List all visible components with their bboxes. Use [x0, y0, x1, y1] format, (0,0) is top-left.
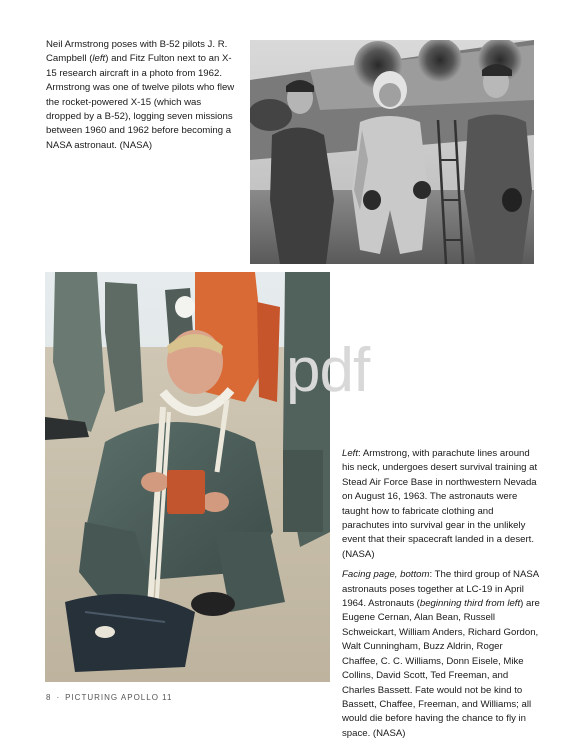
caption-facing-text1: : The third group of NASA astronauts poses together at LC-19 in April 1964. Astronauts (	[342, 569, 539, 610]
page-footer	[46, 693, 177, 702]
caption-facing-lead: Facing page, bottom	[342, 569, 430, 581]
caption-left-text: : Armstrong, with parachute lines around his neck, undergoes desert survival training at Stead Air Force Base in northwestern Nevada on August 16, 1963. The astronauts were taught how to fabricate clothing and parachutes into survival gear in the unlikely event that their spacecraft landed in a desert. (NASA)	[342, 448, 538, 560]
caption-facing-page	[342, 568, 540, 741]
watermark: pdf	[286, 336, 370, 405]
photo-armstrong-desert-survival	[45, 272, 330, 682]
caption-right-column	[342, 447, 540, 747]
caption-left-lead: Left	[342, 448, 359, 459]
caption-top-part2: ) and Fitz Fulton next to an X-15 research aircraft in a photo from 1962. Armstrong was one of twelve pilots who flew the rocket-powered X-15 (which was dropped by a B-52), logging seven missions between 1960 and 1962 before becoming a NASA astronaut. (NASA)	[46, 53, 235, 151]
footer-separator: ·	[56, 693, 61, 702]
caption-top-italic: left	[92, 53, 106, 65]
caption-facing-italic: beginning third from left	[419, 598, 521, 610]
caption-facing-text2: ) are Eugene Cernan, Alan Bean, Russell Schweickart, William Anders, Richard Gordon, Walt Cunningham, Buzz Aldrin, Roger Chaffee, C. C. Williams, Donn Eisele, Mike Collins, David Scott, Ted Freeman, and Charles Bassett. Fate would not be kind to Bassett, Chaffee, Freeman, and Williams; all would die before having the chance to fly in space. (NASA)	[342, 598, 540, 739]
book-title: PICTURING APOLLO 11	[65, 693, 173, 702]
photo-armstrong-x15	[250, 40, 534, 264]
caption-left-photo	[342, 447, 540, 562]
caption-top	[46, 38, 236, 159]
caption-top-part1: Neil Armstrong poses with B-52 pilots J. R. Campbell (	[46, 39, 228, 65]
page-number: 8	[46, 693, 52, 702]
